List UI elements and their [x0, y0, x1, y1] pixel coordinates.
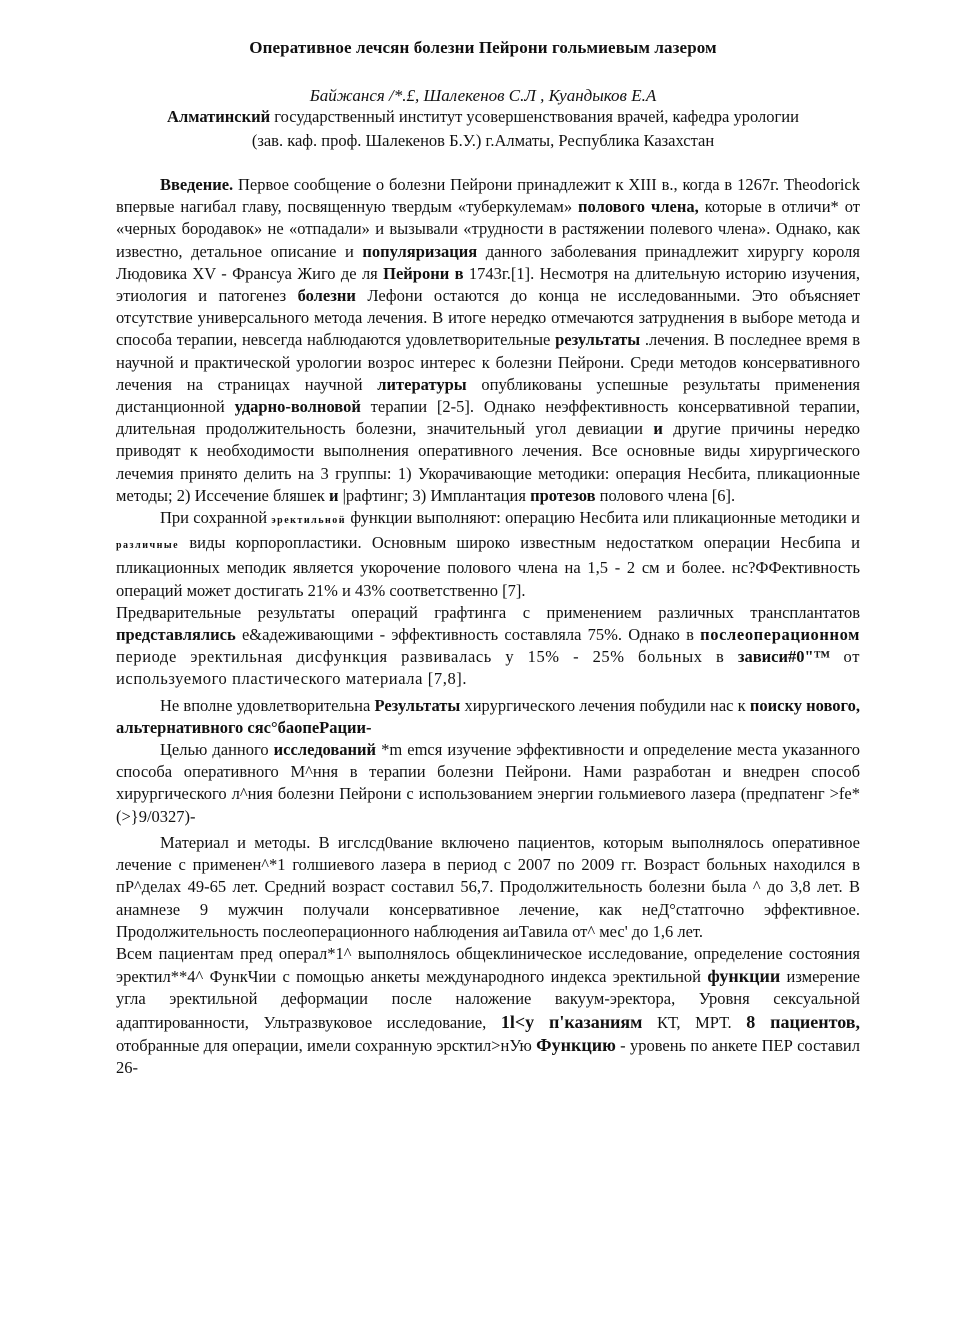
bold-run: и	[653, 419, 663, 439]
bold-run: и	[328, 485, 339, 505]
bold-run: протезов	[530, 485, 596, 505]
text-run: 1743г.[1]. Несмотря на длительную историю изучения, этиология и патогенез	[116, 263, 860, 306]
paragraph-surgery-options	[116, 507, 860, 602]
bold-run: ударно-волновой	[234, 397, 361, 417]
bold-run: Функцию	[536, 1034, 616, 1055]
bold-run: литературы	[377, 374, 467, 394]
article-title: Оперативное лечсян болезни Пейрони гольмиевым лазером	[249, 38, 717, 57]
text-run: функции выполняют: операцию Несбита или пликационные методики и	[346, 508, 860, 528]
article-body	[116, 174, 860, 1079]
bold-run: поиску нового, альтернативного сяс°бaoпeРации-	[116, 695, 861, 737]
text-run: от используемого пластического материала [7,8].	[116, 647, 861, 689]
paragraph-motivation	[116, 695, 860, 739]
text-run: - уровень по анкете ПЕР составил 26-	[116, 1035, 860, 1077]
text-run: виды корпоропластики. Основным широко известным недостатком операции Несбипа и пликационных меподик является укорочение полового члена на 1,5 - 2 см и более. нс?ФФективность операций может достигать 21% и 43% соответственно [7].	[116, 533, 860, 600]
intro-heading: Введение.	[160, 175, 234, 194]
bold-run: Результаты	[374, 695, 461, 715]
text-run: Всем пациентам пред операл*1^ выполнялось общеклиническое исследование, определение состояния эректил**4^ ФункЧии с помощью анкеты международного индекса эректильной	[116, 943, 860, 987]
bold-run: функции	[707, 966, 781, 987]
affiliation-line-1	[0, 107, 966, 127]
bold-run: популяризация	[362, 241, 478, 261]
text-run: терапии [2-5]. Однако неэффективность консервативной терапии, длительная продолжительность болезни, значительный угол девиации	[116, 397, 861, 439]
text-run: *m emcя изучение эффективности и определение места указанного способа оперативного М^ння в терапии болезни Пейрони. Нами разработан и внедрен способ хирургического л^ния болезни Пейрони с использованием энергии гольмиевого лазера (предпатенг >fe*(>}9/0327)-	[116, 740, 861, 826]
text-run: .лечения. В последнее время в научной и практической урологии возрос интерес к болезни Пейрони. Среди методов консервативного лечения на страницах научной	[116, 330, 860, 394]
text-run: Не вполне удовлетворительна	[160, 695, 375, 715]
bold-run: зависи#0"™	[737, 647, 831, 667]
text-run: е&адеживающими - эффективность составляла 75%. Однако в	[235, 625, 701, 645]
paragraph-aim	[116, 739, 860, 828]
text-run: При сохранной	[160, 508, 272, 528]
text-run: Целью данного	[160, 740, 274, 760]
text-run: Предварительные результаты операций графтинга с применением различных трансплантатов	[116, 602, 860, 622]
paragraph-examination	[116, 943, 860, 1079]
affiliation-rest: государственный институт усовершенствования врачей, кафедра урологии	[270, 107, 799, 126]
text-run: Лефони остаются до конца не исследованными. Это объясняет отсутствие универсального метода лечения. В итоге нередко отмечаются затруднения в выборе метода и способа терапии, невсегда наблюдаются удовлетворительные	[116, 286, 861, 350]
text-run: отобранные для операции, имели сохранную эрсктил>нУю	[116, 1035, 537, 1055]
paragraph-grafting-results	[116, 602, 860, 691]
text-run: хирургического лечения побудили нас к	[460, 695, 750, 715]
bold-run: результаты	[555, 330, 641, 350]
paragraph-introduction	[116, 174, 860, 507]
text-run: данного заболевания принадлежит хирургу короля Людовика XV - Франсуа Жиго де ля	[116, 241, 860, 283]
text-run: измерение угла эректильной деформации после наложение вакуум-эректора, Уровня сексуальной адаптированности, Ультразвуковое исследование,	[116, 967, 860, 1032]
authors-line: Байжанся /*.£, Шалекенов С.Л , Куандыков Е.А	[309, 86, 657, 105]
paragraph-materials-methods	[116, 832, 860, 943]
text-run: Первое сообщение о болезни Пейрони принадлежит к XIII в., когда в 1267г. Theodorick впервые нагибал главу, посвященную твердым «туберкулемам»	[116, 175, 860, 217]
bold-run: 1l<y п'казаниям	[500, 1011, 643, 1032]
bold-run: 8 пациентов,	[746, 1011, 861, 1032]
text-run: опубликованы успешные результаты применения дистанционной	[116, 374, 860, 417]
bold-run: различные	[116, 540, 180, 552]
affiliation-line-2: (зав. каф. проф. Шалекенов Б.У.) г.Алматы, Республика Казахстан	[251, 131, 715, 150]
text-run: КТ, МРТ.	[642, 1012, 747, 1032]
bold-run: болезни	[297, 286, 356, 306]
text-run: |рафтинг; 3) Имплантация	[338, 485, 531, 505]
bold-run: Пейрони в	[383, 263, 464, 283]
text-run: Материал и методы. В игслсд0вание включено пациентов, которым выполнялось оперативное лечение с применен^*1 голшиевого лазера в период с 2007 по 2009 гг. Возраст больных находился в пР^делах 49-65 лет. Средний возраст составил 56,7. Продолжительность болезни была ^ до 3,8 лет. В анамнезе 9 мужчин получали консервативное лечение, как неД°статгочно эффективное. Продолжительность послеоперационного наблюдения аиТавила от^ мес' до 1,6 лет.	[116, 832, 860, 941]
bold-run: послеоперационном	[700, 625, 860, 645]
text-run: полового члена [6].	[595, 485, 736, 505]
bold-run: исследований	[273, 740, 377, 760]
affiliation-bold: Алматинский	[167, 107, 271, 126]
bold-run: полового члена,	[578, 197, 699, 217]
text-run: периоде эректильная дисфункция развивалась у 15% - 25% больных в	[116, 647, 738, 667]
bold-run: представлялись	[116, 625, 236, 645]
text-run: которые в отличи* от «черных бородавок» не «отпадали» и вызывали «трудности в растяжении полевого члена». Однако, как известно, детальное описание и	[116, 197, 860, 261]
bold-run: эректильной	[271, 515, 347, 527]
text-run: другие причины нередко приводят к необходимости выполнения оперативного лечения. Все основные виды хирургического лечемия принято делить на 3 группы: 1) Укорачивающие методики: операция Несбита, пликационные методы; 2) Иссечение бляшек	[116, 419, 861, 505]
